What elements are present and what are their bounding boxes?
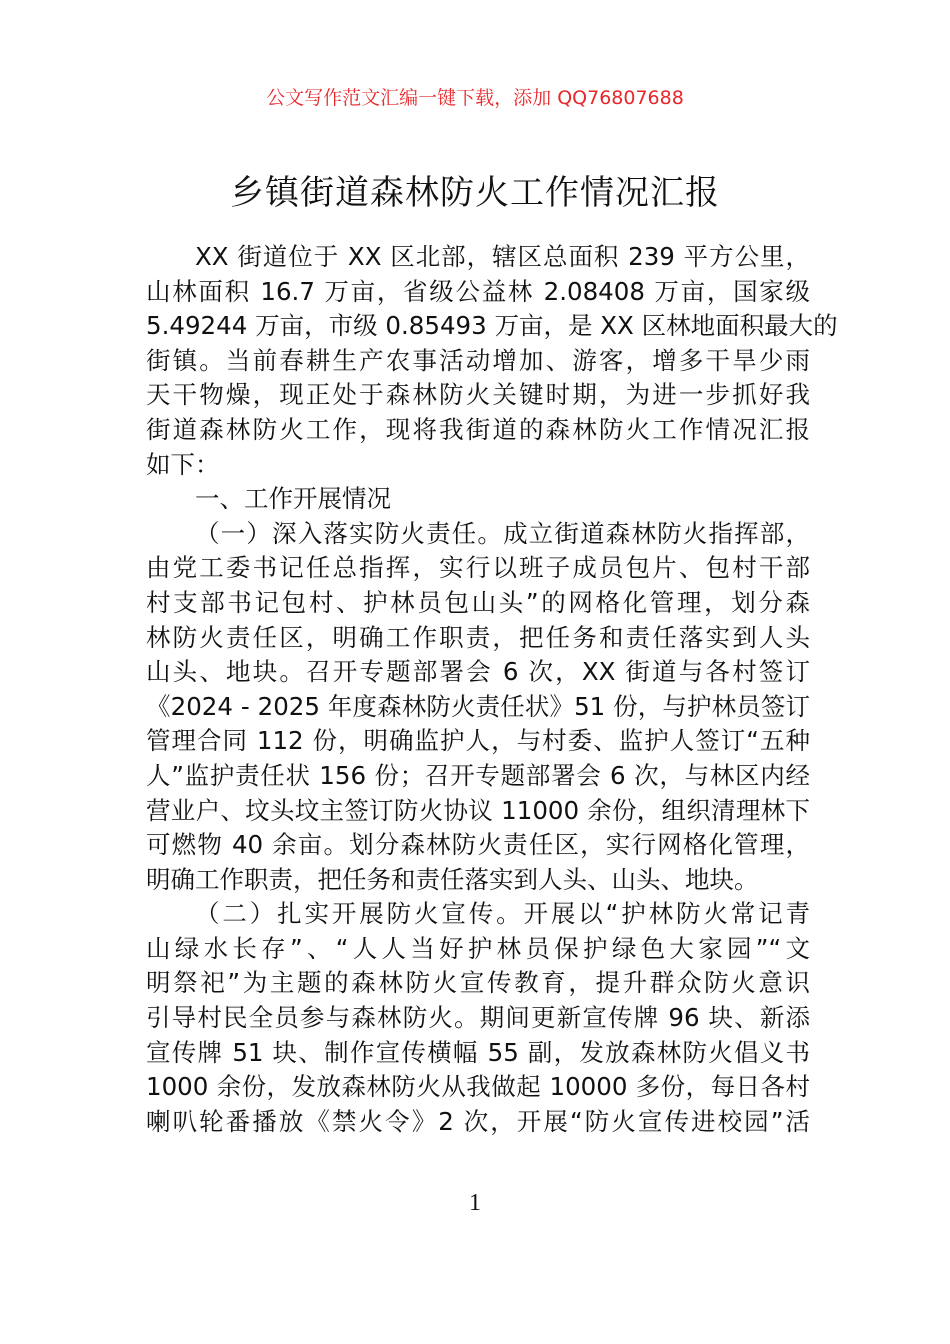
document-title: 乡镇街道森林防火工作情况汇报 (230, 173, 720, 213)
body-line: 5.49244 万亩，市级 0.85493 万亩，是 XX 区林地面积最大的 (146, 311, 838, 341)
body-line: 山绿水长存”、“人人当好护林员保护绿色大家园”“文 (146, 933, 810, 963)
body-line: 1000 余份，发放森林防火从我做起 10000 多份，每日各村 (146, 1072, 810, 1102)
body-line: 山林面积 16.7 万亩，省级公益林 2.08408 万亩，国家级 (146, 276, 810, 306)
document-body (146, 240, 838, 1139)
body-line: 宣传牌 51 块、制作宣传横幅 55 副，发放森林防火倡义书 (146, 1037, 810, 1067)
body-line: 《2024 - 2025 年度森林防火责任状》51 份，与护林员签订 (146, 691, 810, 721)
body-line: 营业户、坟头坟主签订防火协议 11000 余份，组织清理林下 (146, 795, 810, 825)
body-line: 街道森林防火工作，现将我街道的森林防火工作情况汇报 (146, 414, 810, 444)
body-line: 村支部书记包村、护林员包山头”的网格化管理，划分森 (146, 587, 810, 617)
body-line: 林防火责任区，明确工作职责，把任务和责任落实到人头 (146, 622, 810, 652)
body-line: 如下： (146, 449, 220, 479)
body-line: 明确工作职责，把任务和责任落实到人头、山头、地块。 (146, 864, 759, 894)
subsection-heading-line: （一）深入落实防火责任。成立街道森林防火指挥部， (195, 518, 810, 548)
page-number: 1 (469, 1190, 481, 1216)
body-line: 可燃物 40 余亩。划分森林防火责任区，实行网格化管理， (146, 830, 810, 860)
body-line: 管理合同 112 份，明确监护人，与村委、监护人签订“五种 (146, 726, 810, 756)
body-line: 天干物燥，现正处于森林防火关键时期，为进一步抓好我 (146, 380, 810, 410)
body-line: 喇叭轮番播放《禁火令》2 次，开展“防火宣传进校园”活 (146, 1106, 810, 1136)
body-line: 明祭祀”为主题的森林防火宣传教育，提升群众防火意识 (146, 968, 810, 998)
body-line: XX 街道位于 XX 区北部，辖区总面积 239 平方公里， (195, 242, 810, 271)
body-line: 由党工委书记任总指挥，实行以班子成员包片、包村干部 (146, 553, 810, 583)
watermark-banner: 公文写作范文汇编一键下载，添加 QQ76807688 (266, 87, 684, 109)
body-line: 人”监护责任状 156 份；召开专题部署会 6 次，与林区内经 (146, 760, 810, 790)
body-line: 引导村民全员参与森林防火。期间更新宣传牌 96 块、新添 (146, 1003, 810, 1033)
subsection-heading-line: （二）扎实开展防火宣传。开展以“护林防火常记青 (195, 899, 810, 929)
section-heading: 一、工作开展情况 (195, 484, 391, 514)
body-line: 山头、地块。召开专题部署会 6 次，XX 街道与各村签订 (146, 657, 810, 687)
body-line: 街镇。当前春耕生产农事活动增加、游客，增多干旱少雨 (146, 345, 810, 375)
